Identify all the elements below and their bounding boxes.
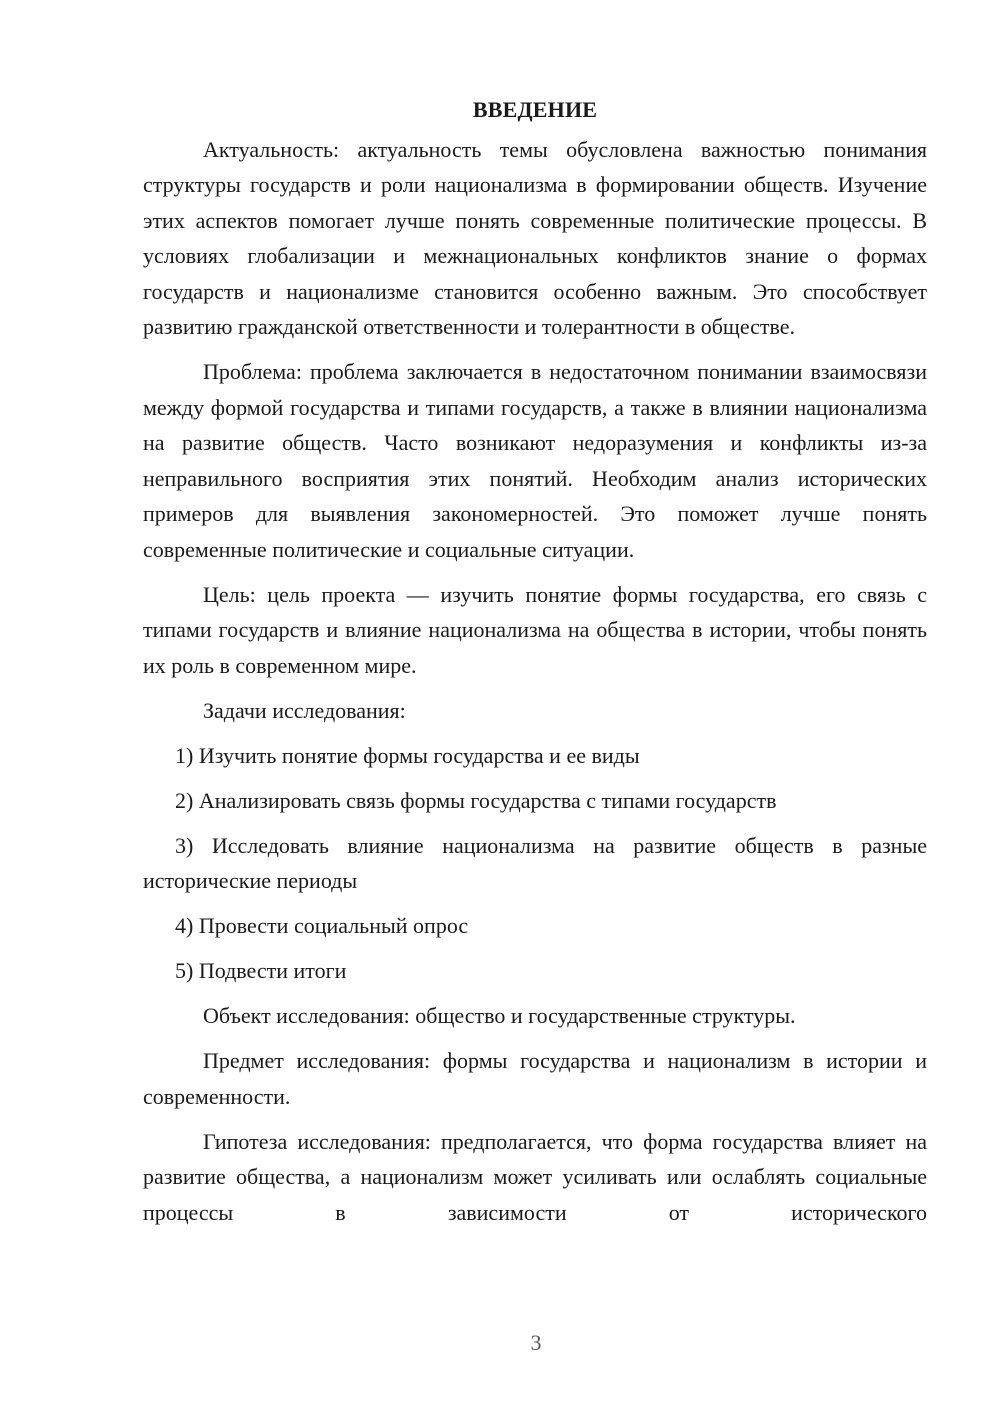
relevance-paragraph: Актуальность: актуальность темы обусловлена важностью понимания структуры государств и роли национализма в формировании обществ. Изучение этих аспектов помогает лучше понять современные политические процессы. В условиях глобализации и межнациональных конфликтов знание о формах государств и национализме становится особенно важным. Это способствует развитию гражданской ответственности и толерантности в обществе. bbox=[143, 136, 927, 339]
task-item-1: 1) Изучить понятие формы государства и ее виды bbox=[175, 742, 640, 768]
problem-paragraph: Проблема: проблема заключается в недостаточном понимании взаимосвязи между формой государства и типами государств, а также в влиянии национализма на развитие обществ. Часто возникают недоразумения и конфликты из-за неправильного восприятия этих понятий. Необходим анализ исторических примеров для выявления закономерностей. Это поможет лучше понять современные политические и социальные ситуации. bbox=[143, 359, 927, 562]
section-title: ВВЕДЕНИЕ bbox=[472, 97, 598, 122]
subject-paragraph: Предмет исследования: формы государства и национализм в истории и современности. bbox=[143, 1048, 927, 1109]
hypothesis-paragraph: Гипотеза исследования: предполагается, что форма государства влияет на развитие общества, а национализм может усиливать или ослаблять социальные процессы в зависимости от исторического bbox=[143, 1128, 927, 1225]
task-item-3: 3) Исследовать влияние национализма на развитие обществ в разные исторические периоды bbox=[143, 832, 927, 893]
task-item-4: 4) Провести социальный опрос bbox=[175, 913, 469, 938]
task-item-2: 2) Анализировать связь формы государства с типами государств bbox=[175, 787, 777, 813]
tasks-heading: Задачи исследования: bbox=[203, 697, 406, 723]
object-paragraph: Объект исследования: общество и государственные структуры. bbox=[203, 1003, 796, 1028]
document-body bbox=[143, 92, 927, 1240]
page-number: 3 bbox=[530, 1330, 542, 1355]
goal-paragraph: Цель: цель проекта — изучить понятие формы государства, его связь с типами государств и влияние национализма на общества в истории, чтобы понять их роль в современном мире. bbox=[143, 581, 927, 678]
task-item-5: 5) Подвести итоги bbox=[175, 958, 347, 983]
